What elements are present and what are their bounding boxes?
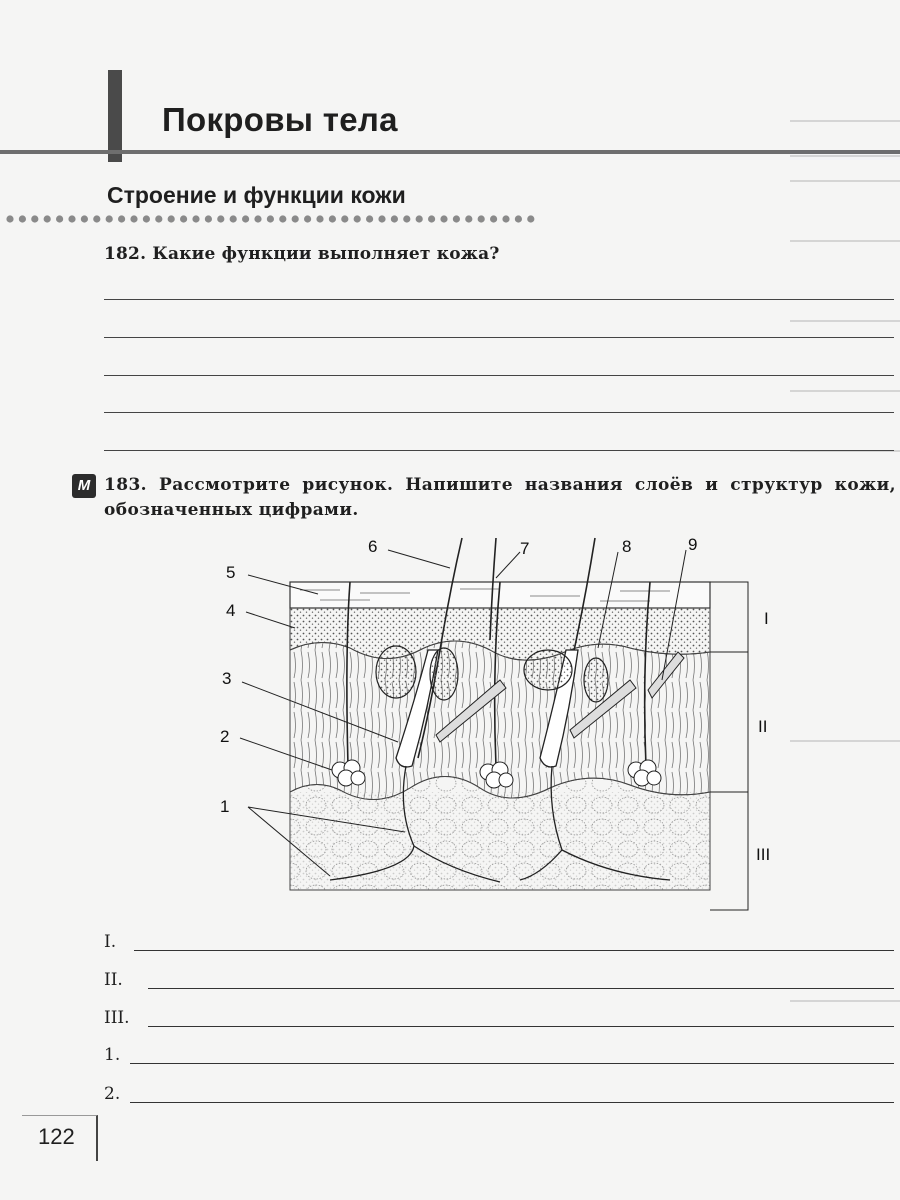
divider-dot <box>292 215 299 222</box>
callout-1: 1 <box>220 797 230 816</box>
divider-dot <box>143 215 150 222</box>
question-182: 182. Какие функции выполняет кожа? <box>104 244 500 264</box>
section-title: Строение и функции кожи <box>107 182 406 208</box>
divider-dot <box>416 215 423 222</box>
dotted-divider <box>4 213 540 225</box>
divider-dot <box>93 215 100 222</box>
bleed-through-text <box>790 60 900 1110</box>
answer-label-I: I. <box>104 932 117 952</box>
divider-dot <box>316 215 323 222</box>
layer-bracket <box>710 792 748 910</box>
sebaceous-gland <box>584 658 608 702</box>
divider-dot <box>56 215 63 222</box>
divider-dot <box>254 215 261 222</box>
answer-line <box>104 299 894 300</box>
divider-dot <box>155 215 162 222</box>
answer-line <box>148 1026 894 1027</box>
divider-dot <box>341 215 348 222</box>
sebaceous-gland <box>524 650 572 690</box>
divider-dot <box>527 215 534 222</box>
answer-line <box>130 1063 894 1064</box>
chapter-rule <box>0 150 900 154</box>
callout-5: 5 <box>226 563 236 582</box>
sebaceous-gland <box>376 646 416 698</box>
divider-dot <box>68 215 75 222</box>
divider-dot <box>267 215 274 222</box>
divider-dot <box>515 215 522 222</box>
answer-line <box>104 450 894 451</box>
divider-dot <box>478 215 485 222</box>
callout-7: 7 <box>520 539 530 558</box>
callout-6: 6 <box>368 537 378 556</box>
divider-dot <box>440 215 447 222</box>
answer-label-II: II. <box>104 970 123 990</box>
divider-dot <box>205 215 212 222</box>
callout-9: 9 <box>688 535 698 554</box>
divider-dot <box>490 215 497 222</box>
answer-line <box>104 412 894 413</box>
callout-8: 8 <box>622 537 632 556</box>
answer-label-1: 1. <box>104 1045 121 1065</box>
divider-dot <box>44 215 51 222</box>
divider-dot <box>378 215 385 222</box>
divider-dot <box>180 215 187 222</box>
page-number: 122 <box>38 1124 75 1149</box>
sebaceous-gland <box>430 648 458 700</box>
divider-dot <box>304 215 311 222</box>
callout-2: 2 <box>220 727 230 746</box>
layer-bracket <box>710 652 748 792</box>
answer-line <box>148 988 894 989</box>
callout-3: 3 <box>222 669 232 688</box>
divider-dot <box>366 215 373 222</box>
divider-dot <box>465 215 472 222</box>
divider-dot <box>502 215 509 222</box>
divider-dot <box>81 215 88 222</box>
answer-line <box>104 337 894 338</box>
divider-dot <box>453 215 460 222</box>
divider-dot <box>391 215 398 222</box>
chapter-marker-bar <box>108 70 122 162</box>
divider-dot <box>230 215 237 222</box>
answer-line <box>134 950 894 951</box>
method-badge-icon: М <box>72 474 96 498</box>
divider-dot <box>31 215 38 222</box>
answer-label-III: III. <box>104 1008 130 1028</box>
answer-line <box>130 1102 894 1103</box>
divider-dot <box>428 215 435 222</box>
divider-dot <box>106 215 113 222</box>
answer-label-2: 2. <box>104 1084 121 1104</box>
divider-dot <box>6 215 13 222</box>
skin-structure-diagram <box>200 530 800 920</box>
layer-label-I: I <box>764 609 769 628</box>
divider-dot <box>242 215 249 222</box>
chapter-title: Покровы тела <box>162 101 398 138</box>
divider-dot <box>403 215 410 222</box>
divider-dot <box>130 215 137 222</box>
divider-dot <box>279 215 286 222</box>
divider-dot <box>329 215 336 222</box>
layer-label-III: III <box>756 845 771 864</box>
divider-dot <box>168 215 175 222</box>
question-183: 183. Рассмотрите рисунок. Напишите названия слоёв и структур кожи, обозначенных цифрами. <box>104 475 896 520</box>
divider-dot <box>192 215 199 222</box>
layer-label-II: II <box>758 717 768 736</box>
answer-line <box>104 375 894 376</box>
divider-dot <box>354 215 361 222</box>
callout-4: 4 <box>226 601 236 620</box>
divider-dot <box>118 215 125 222</box>
divider-dot <box>19 215 26 222</box>
divider-dot <box>217 215 224 222</box>
layer-bracket <box>710 582 748 652</box>
